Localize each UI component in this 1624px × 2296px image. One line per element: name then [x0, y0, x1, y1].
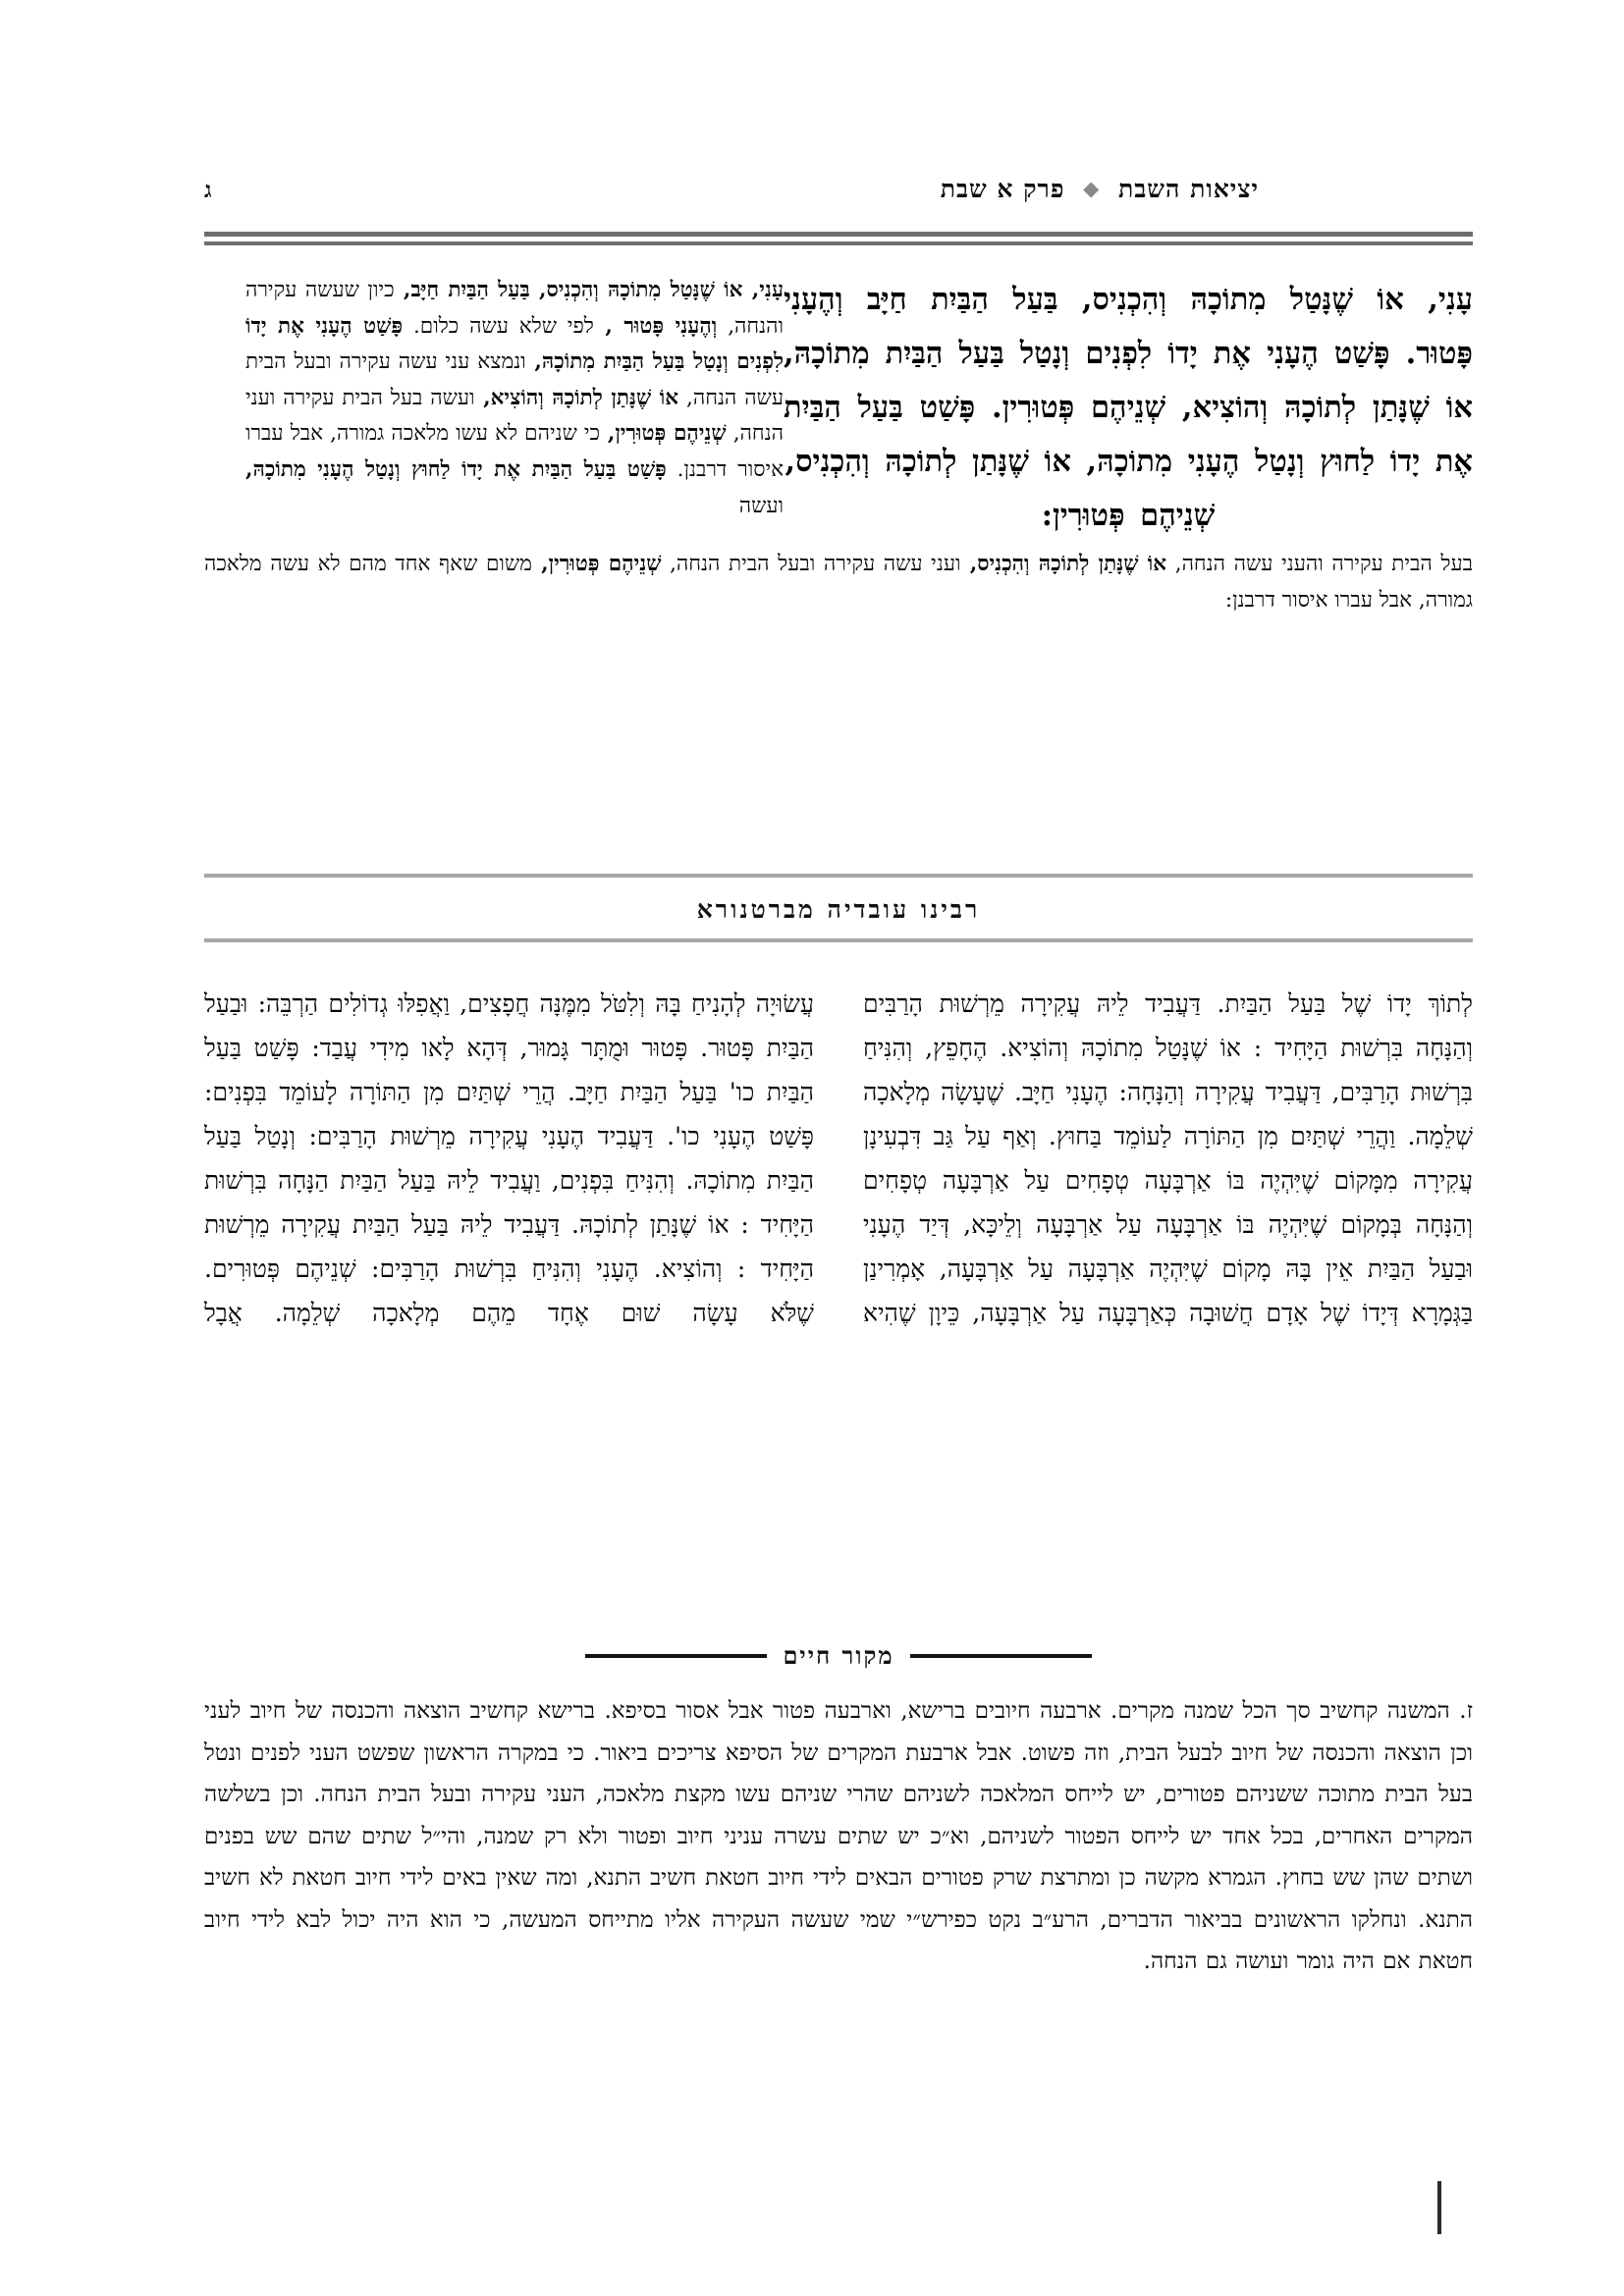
mekor-rule-left — [585, 1654, 767, 1658]
commentary-lemma: אוֹ שֶׁנָּתַן לְתוֹכָהּ וְהוֹצִיא, — [474, 385, 679, 410]
commentary-gloss: כי שניהם לא עשו מלאכה גמורה, אבל עברו איסור דרבנן. — [245, 421, 784, 482]
bartenura-columns — [204, 982, 1473, 1335]
commentary-lemma: אוֹ שֶׁנָּתַן לְתוֹכָהּ וְהִכְנִיס, — [960, 552, 1167, 576]
bartenura-section-header — [204, 874, 1473, 942]
header-rule-top — [204, 232, 1473, 237]
running-head-title — [941, 175, 1259, 204]
commentary-gloss: ועשה בעל הבית עקירה ועני הנחה, — [245, 385, 784, 447]
mishnah-body: עָנִי, אוֹ שֶׁנָּטַל מִתוֹכָהּ וְהִכְנִיס, בַּעַל הַבַּיִת חַיָּב וְהֶעָנִי פָּטוּר. פָּשַׁט הֶעָנִי אֶת יָדוֹ לִפְנִים וְנָטַל בַּעַל הַבַּיִת מִתוֹכָהּ, אוֹ שֶׁנָּתַן לְתוֹכָהּ וְהוֹצִיא, שְׁנֵיהֶם פְּטוּרִין. פָּשַׁט בַּעַל הַבַּיִת אֶת יָדוֹ לַחוּץ וְנָטַל הֶעָנִי מִתוֹכָהּ, אוֹ שֶׁנָּתַן לְתוֹכָהּ וְהִכְנִיס, — [784, 282, 1473, 479]
mishnah-side-commentary — [245, 273, 784, 524]
mishnah-block — [204, 273, 1473, 618]
commentary-gloss: ועני עשה עקירה ובעל הבית הנחה, — [661, 552, 961, 576]
commentary-gloss: משום שאף אחד מהם לא עשה מלאכה גמורה, אבל עברו איסור דרבנן: — [204, 552, 1473, 613]
mekor-rule-right — [910, 1654, 1092, 1658]
commentary-gloss: לפי שלא עשה כלום. — [403, 313, 594, 339]
mekor-chaim-body — [204, 1690, 1473, 1983]
page-content-area — [204, 0, 1473, 2296]
commentary-gloss: ועשה — [738, 493, 784, 518]
commentary-gloss: כיון שעשה עקירה והנחה, — [245, 278, 784, 339]
mishnah-body-last-line: שְׁנֵיהֶם פְּטוּרִין: — [1041, 498, 1216, 533]
commentary-lemma: פָּשַׁט הֶעָנִי אֶת יָדוֹ לִפְנִים וְנָטַל בַּעַל הַבַּיִת מִתוֹכָהּ, — [245, 313, 784, 375]
bartenura-column-left: עֲשׂוּיָה לְהָנִיחַ בָּהּ וְלִטֹּל מִמֶּנָּה חֲפָצִים, וַאֲפִלּוּ גְדוֹלִים הַרְבֵּה: וּבַעַל הַבַּיִת פָּטוּר. פָּטוּר וּמֻתָּר גָּמוּר, דְּהָא לָאו מִידִי עֲבַד: פָּשַׁט בַּעַל הַבַּיִת כו' בַּעַל הַבַּיִת חַיָּב. הֲרֵי שְׁתַּיִם מִן הַתּוֹרָה לָעוֹמֵד בִּפְנִים: פָּשַׁט הֶעָנִי כו'. דַּעֲבִיד הֶעָנִי עֲקִירָה מֵרְשׁוּת הָרַבִּים: וְנָטַל בַּעַל הַבַּיִת מִתוֹכָהּ. וְהִנִּיחַ בִּפְנִים, וַעֲבִיד לֵיהּ בַּעַל הַבַּיִת הַנָּחָה בִּרְשׁוּת הַיָּחִיד : אוֹ שֶׁנָּתַן לְתוֹכָהּ. דַּעֲבִיד לֵיהּ בַּעַל הַבַּיִת עֲקִירָה מֵרְשׁוּת הַיָּחִיד : וְהוֹצִיא. הֶעָנִי וְהִנִּיחַ בִּרְשׁוּת הָרַבִּים: שְׁנֵיהֶם פְּטוּרִים. שֶׁלֹּא עָשָׂה שׁוּם אֶחָד מֵהֶם מְלָאכָה שְׁלֵמָה. אֲבָל — [204, 989, 814, 1327]
commentary-lemma: פָּשַׁט בַּעַל הַבַּיִת אֶת יָדוֹ לַחוּץ וְנָטַל הֶעָנִי מִתוֹכָהּ, — [245, 456, 667, 482]
bartenura-title: רבינו עובדיה מברטנורא — [696, 895, 981, 924]
folio-number: ג — [204, 177, 212, 203]
commentary-lemma: שְׁנֵיהֶם פְּטוּרִין, — [600, 421, 727, 447]
mekor-chaim-header — [204, 1641, 1473, 1671]
commentary-gloss: ונמצא עני עשה עקירה ובעל הבית עשה הנחה, — [245, 349, 784, 410]
header-double-rule — [204, 232, 1473, 245]
diamond-separator-icon: ◆ — [1083, 176, 1101, 200]
commentary-lemma: וְהֶעָנִי פָּטוּר , — [593, 313, 718, 339]
mishnah-text — [784, 273, 1473, 543]
mekor-chaim-note: ז. המשנה קחשיב סך הכל שמנה מקרים. ארבעה חיובים ברישא, וארבעה פטור אבל אסור בסיפא. ברישא קחשיב הוצאה והכנסה של חיוב לעני וכן הוצאה והכנסה של חיוב לבעל הבית, וזה פשוט. אבל ארבעת המקרים של הסיפא צריכים ביאור. כי במקרה הראשון שפשט העני לפנים ונטל בעל הבית מתוכה ששניהם פטורים, יש לייחס המלאכה לשניהם שהרי שניהם עשו מקצת מלאכה, העני עקירה ובעל הבית הנחה. וכן בשלשה המקרים האחרים, בכל אחד יש לייחס הפטור לשניהם, וא״כ יש שתים עשרה עניני חיוב ופטור ולא רק שמנה, והי״ל שתים שהם שש בפנים ושתים שהן שש בחוץ. הגמרא מקשה כן ומתרצת שרק פטורים הבאים לידי חיוב חטאת חשיב התנא, ומה שאין באים לידי חיוב חטאת לא חשיב התנא. ונחלקו הראשונים בביאור הדברים, הרע״ב נקט כפירש״י שמי שעשה העקירה אליו מתייחס המעשה, כי הוא היה יכול לבא לידי חיוב חטאת אם היה גומר ועושה גם הנחה. — [204, 1698, 1473, 1974]
bartenura-rule-bottom — [204, 938, 1473, 942]
running-head — [204, 175, 1473, 220]
running-head-tractate: יציאות השבת — [1118, 175, 1259, 203]
running-head-chapter: פרק א שבת — [940, 175, 1065, 203]
commentary-lemma: עָנִי, אוֹ שֶׁנָּטַל מִתוֹכָהּ וְהִכְנִיס, בַּעַל הַבַּיִת חַיָּב, — [394, 278, 784, 302]
commentary-gloss: בעל הבית עקירה והעני עשה הנחה, — [1166, 552, 1473, 576]
header-rule-bottom — [204, 241, 1473, 245]
mekor-chaim-title: מקור חיים — [783, 1641, 894, 1670]
page-bottom-marker — [1437, 2181, 1441, 2234]
bartenura-column-right: לְתוֹךְ יָדוֹ שֶׁל בַּעַל הַבַּיִת. דַּעֲבִיד לֵיהּ עֲקִירָה מֵרְשׁוּת הָרַבִּים וְהַנָּחָה בִּרְשׁוּת הַיָּחִיד : אוֹ שֶׁנָּטַל מִתוֹכָהּ וְהוֹצִיא. הֶחָפֵץ, וְהִנִּיחַ בִּרְשׁוּת הָרַבִּים, דַּעֲבִיד עֲקִירָה וְהַנָּחָה: הֶעָנִי חַיָּב. שֶׁעָשָׂה מְלָאכָה שְׁלֵמָה. וַהֲרֵי שְׁתַּיִם מִן הַתּוֹרָה לַעוֹמֵד בַּחוּץ. וְאַף עַל גַּב דִּבְעִינָן עֲקִירָה מִמָּקוֹם שֶׁיִּהְיֶה בּוֹ אַרְבָּעָה טְפָחִים עַל אַרְבָּעָה טְפָחִים וְהַנָּחָה בְּמָקוֹם שֶׁיִּהְיֶה בּוֹ אַרְבָּעָה עַל אַרְבָּעָה וְלֵיכָּא, דְּיַד הֶעָנִי וּבַעַל הַבַּיִת אֵין בָּהּ מָקוֹם שֶׁיִּהְיֶה אַרְבָּעָה עַל אַרְבָּעָה, אָמְרִינַן בַּגְּמָרָא דְּיָדוֹ שֶׁל אָדָם חֲשׁוּבָה כְּאַרְבָּעָה עַל אַרְבָּעָה, כֵּיוָן שֶׁהִיא — [863, 989, 1473, 1327]
mishnah-tail-commentary — [204, 543, 1473, 618]
commentary-lemma: שְׁנֵיהֶם פְּטוּרִין, — [531, 552, 662, 576]
